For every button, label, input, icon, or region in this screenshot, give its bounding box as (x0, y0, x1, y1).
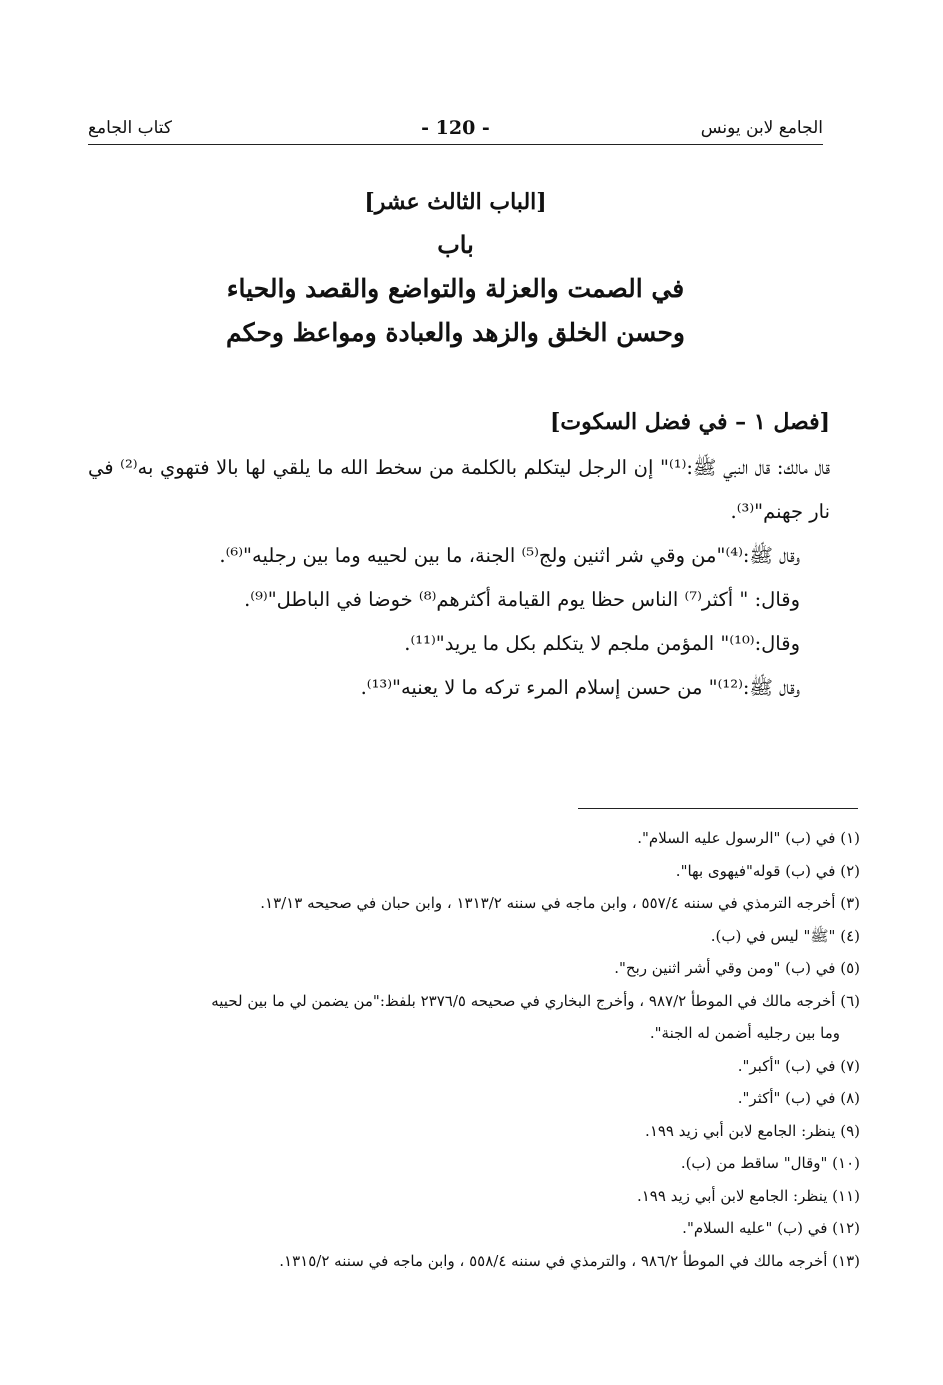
footnote: (٩) ينظر: الجامع لابن أبي زيد ١٩٩. (645, 1121, 860, 1140)
chapter-bab-label: باب (437, 230, 474, 259)
paragraph: وقال: " أكثر⁽⁷⁾ الناس حظا يوم القيامة أكثرهم⁽⁸⁾ خوضا في الباطل"⁽⁹⁾. (244, 588, 800, 611)
section-title: [فصل ١ – في فضل السكوت] (550, 409, 830, 435)
section-body (88, 402, 830, 710)
footnote: (٥) في (ب) "ومن وقي أشر اثنين ربح". (614, 959, 860, 977)
footnote: (١) في (ب) "الرسول عليه السلام". (637, 829, 860, 847)
chapter-heading (88, 185, 823, 355)
footnote: (٦) أخرجه مالك في الموطأ ٩٨٧/٢ ، وأخرج البخاري في صحيحه ٢٣٧٦/٥ بلفظ:"من يضمن لي ما بين لحييه (211, 991, 860, 1010)
chapter-number-title: [الباب الثالث عشر] (364, 189, 547, 215)
header-divider (88, 144, 823, 145)
footnote: (٣) أخرجه الترمذي في سننه ٥٥٧/٤ ، وابن ماجه في سننه ١٣١٣/٢ ، وابن حبان في صحيحه ١٣/١٣. (260, 894, 860, 912)
header-section-title: كتاب الجامع (88, 118, 173, 138)
footnotes-list (88, 822, 860, 1277)
footnote: (٢) في (ب) قوله"فيهوى بها". (675, 861, 860, 880)
footnote: (١٠) "وقال" ساقط من (ب). (680, 1154, 860, 1172)
paragraph: وقال ﷺ:⁽¹²⁾" من حسن إسلام المرء تركه ما لا يعنيه"⁽¹³⁾. (360, 676, 800, 699)
paragraph: قال مالك: قال النبي ﷺ:⁽¹⁾" إن الرجل ليتكلم بالكلمة من سخط الله ما يلقي لها بالا فتهوي به⁽²⁾ في نار جهنم"⁽³⁾. (88, 456, 830, 523)
footnote-continuation: وما بين رجليه أضمن له الجنة". (649, 1024, 840, 1042)
footnote: (١١) ينظر: الجامع لابن أبي زيد ١٩٩. (636, 1186, 860, 1205)
footnote: (١٣) أخرجه مالك في الموطأ ٩٨٦/٢ ، والترمذي في سننه ٥٥٨/٤ ، وابن ماجه في سننه ١٣١٥/٢. (279, 1251, 860, 1270)
page-number: - 120 - (421, 117, 490, 139)
footnote: (١٢) في (ب) "عليه السلام". (682, 1219, 860, 1237)
chapter-title-line-2: وحسن الخلق والزهد والعبادة ومواعظ وحكم (226, 318, 685, 347)
footnote-divider (578, 808, 858, 809)
paragraph: وقال:⁽¹⁰⁾" المؤمن ملجم لا يتكلم بكل ما يريد"⁽¹¹⁾. (404, 632, 800, 655)
footnote: (٨) في (ب) "أكثر". (737, 1089, 860, 1107)
paragraph: وقال ﷺ:⁽⁴⁾"من وقي شر اثنين ولج⁽⁵⁾ الجنة، ما بين لحييه وما بين رجليه"⁽⁶⁾. (219, 544, 800, 567)
chapter-title-line-1: في الصمت والعزلة والتواضع والقصد والحياء (226, 274, 685, 303)
header-book-title: الجامع لابن يونس (700, 118, 823, 138)
footnote: (٧) في (ب) "أكبر". (737, 1056, 860, 1075)
footnote: (٤) "ﷺ" ليس في (ب). (710, 926, 860, 945)
